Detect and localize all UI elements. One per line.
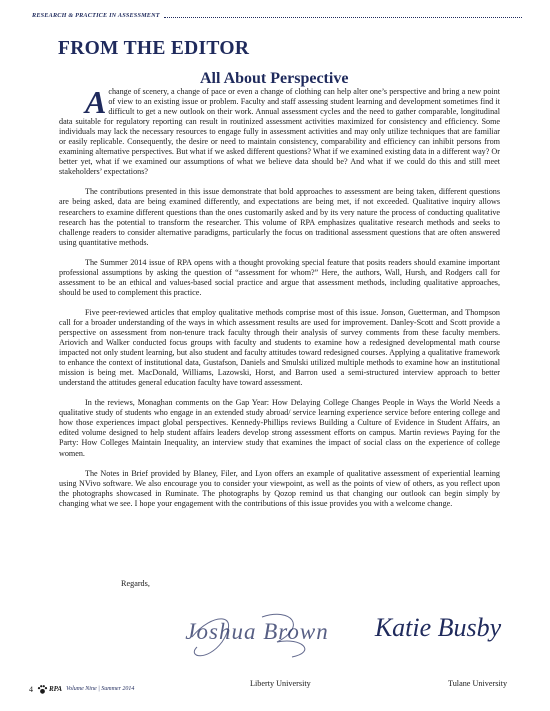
paragraph-1-text: change of scenery, a change of pace or even a change of clothing can help alter one’s perspective and bring a new point of view to an existing issue or problem. Faculty and staff assessing student learning and development sometimes find it difficult to get a new outlook on their work. Annual assessment cycles and the need to gather comparable, longitudinal data suitable for regulatory reporting can result in routinized assessment activities maximized for consistency and efficiency. Some individuals may lack the necessary resources to engage fully in assessment activities and may only utilize techniques that are familiar or easily replicable. Consequently, the desire or need to maintain consistency, comparability and efficiency can inhibit persons from examining alternative perspectives. But what if we asked different questions? What if we examined existing data in a different way? Or better yet, what if we examined our assumptions of what we believe data should be? And what if we could do this and still meet stakeholders’ expectations? bbox=[59, 87, 500, 177]
paragraph-5: In the reviews, Monaghan comments on the Gap Year: How Delaying College Changes People in Ways the World Needs a qualitative study of students who engage in an extended study abroad/ service learning experience service before entering college and how those experiences impact global perspectives. Kennedy-Phillips reviews Building a Culture of Evidence in Student Affairs, an edited volume designed to help student affairs leaders develop strong assessment efforts on campus. Martin reviews Paying for the Party: How Colleges Maintain Inequality, an interview study that examines the impact of social class on the experience of college women. bbox=[59, 398, 500, 458]
affiliation-right: Tulane University bbox=[448, 679, 508, 688]
signature-right-name: Katie Busby bbox=[374, 613, 502, 642]
affiliation-left: Liberty University bbox=[250, 679, 311, 688]
logo-text: RPA bbox=[49, 685, 63, 693]
page-number: 4 bbox=[29, 684, 33, 694]
paragraph-2: The contributions presented in this issue demonstrate that bold approaches to assessment are being taken, different questions are being asked, data are being examined differently, and expectations are being met, if not exceeded. Qualitative inquiry allows researchers to examine different questions than the ones customarily asked and by its very nature the process of conducting qualitative research has the potential to transform the researcher. This volume of RPA emphasizes qualitative research methods and seeks to challenge readers to consider alternative paradigms, particularly the focus on traditional assessment questions that are often answered using quantitative methods. bbox=[59, 187, 500, 247]
paragraph-3: The Summer 2014 issue of RPA opens with a thought provoking special feature that posits readers should examine important professional assumptions by asking the question of “assessment for whom?” Here, the authors, Wall, Hursh, and Rodgers call for assessment to be an ethical and values-based social practice and argue that assessment methods, including qualitative approaches, should be used to complement this practice. bbox=[59, 257, 500, 297]
paragraph-6: The Notes in Brief provided by Blaney, Filer, and Lyon offers an example of qualitative assessment of experiential learning using NVivo software. We also encourage you to consider your viewpoint, as well as the points of view of others, as you reflect upon the photographs showcased in Ruminate. The photographs by Qozop remind us that changing our outlook can begin simply by changing what we see. I hope your engagement with the contributions of this issue provides you with a welcome change. bbox=[59, 468, 500, 508]
article-body bbox=[59, 84, 500, 519]
issue-label: Volume Nine | Summer 2014 bbox=[66, 686, 135, 692]
closing: Regards, bbox=[121, 579, 150, 588]
page-footer bbox=[29, 682, 134, 696]
paragraph-1 bbox=[59, 84, 500, 177]
rpa-logo bbox=[37, 684, 62, 695]
dropcap: A bbox=[85, 84, 107, 120]
running-head-rule bbox=[164, 17, 522, 18]
paw-print-icon bbox=[37, 684, 48, 695]
signature-left bbox=[182, 607, 332, 667]
running-head-label: RESEARCH & PRACTICE IN ASSESSMENT bbox=[32, 12, 160, 19]
article-title: All About Perspective bbox=[200, 70, 349, 87]
signature-right bbox=[368, 607, 508, 657]
running-head bbox=[32, 12, 522, 24]
paragraph-4: Five peer-reviewed articles that employ qualitative methods comprise most of this issue. Jonson, Guetterman, and Thompson call for a broader understanding of the ways in which assessment results are used for improvement. Danley-Scott and Scott provide a perspective on assessment from non-tenure track faculty through their analysis of survey comments from these faculty members. Ariovich and Walker conducted focus groups with faculty and students to examine how a redesigned developmental math course impacted not only student learning, but also student and faculty attitudes toward redesigned courses. Applying a qualitative framework to enhance the context of institutional data, Gustafson, Daniels and Smulski utilized multiple methods to examine how an institutional mission is being met. MacDonald, Williams, Lazowski, Horst, and Barron used a semi-structured interview approach to better understand the attitudes general education faculty have toward assessment. bbox=[59, 307, 500, 388]
signature-left-name: Joshua Brown bbox=[185, 619, 329, 644]
section-title: FROM THE EDITOR bbox=[58, 38, 250, 59]
